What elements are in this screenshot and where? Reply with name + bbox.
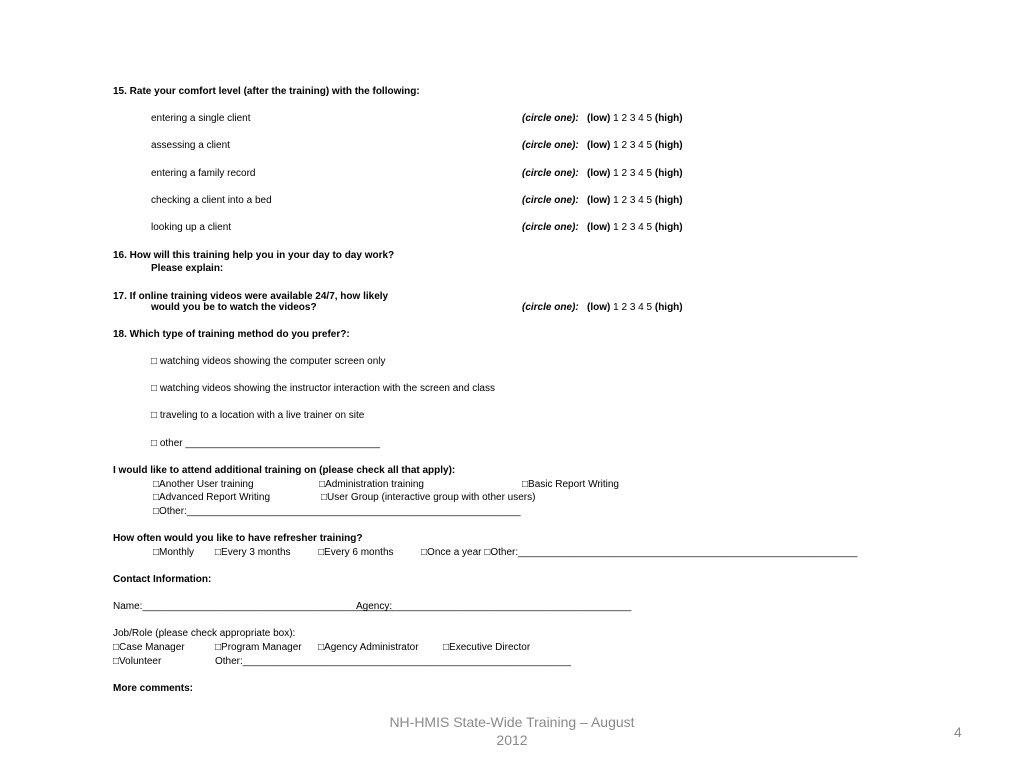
scale-low-label: (low) (587, 113, 611, 124)
scale-number[interactable]: 2 (621, 168, 628, 179)
scale-number[interactable]: 5 (646, 195, 653, 206)
scale-number[interactable]: 1 (613, 140, 619, 151)
q18-option-live-trainer[interactable]: □ traveling to a location with a live trainer on site (151, 410, 365, 421)
q17-line2: would you be to watch the videos? (151, 302, 317, 313)
scale-low-label: (low) (587, 222, 611, 233)
q15-scale (522, 113, 683, 125)
circle-one-label: (circle one): (522, 195, 579, 206)
scale-number[interactable]: 4 (638, 302, 644, 313)
scale-number[interactable]: 4 (638, 140, 644, 151)
q17-scale (522, 302, 683, 314)
checkbox-executive-director[interactable]: □Executive Director (443, 642, 531, 653)
checkbox-another-user-training[interactable]: □Another User training (153, 479, 254, 490)
q16-heading: 16. How will this training help you in your day to day work? (113, 250, 395, 261)
scale-high-label: (high) (654, 195, 683, 206)
more-comments-label: More comments: (113, 683, 194, 694)
scale-number[interactable]: 5 (646, 168, 653, 179)
q15-item-label: checking a client into a bed (151, 195, 272, 206)
scale-number[interactable]: 5 (646, 222, 653, 233)
scale-low-label: (low) (587, 195, 611, 206)
q17-line1: 17. If online training videos were available 24/7, how likely (113, 291, 389, 302)
q15-item-label: assessing a client (151, 140, 230, 151)
job-role-label: Job/Role (please check appropriate box): (113, 628, 296, 639)
scale-number[interactable]: 1 (613, 302, 619, 313)
checkbox-advanced-report-writing[interactable]: □Advanced Report Writing (153, 492, 271, 503)
scale-high-label: (high) (654, 302, 683, 313)
q15-scale (522, 140, 683, 152)
checkbox-once-a-year-other[interactable]: □Once a year □Other:_____________________________________________________________ (421, 547, 858, 558)
q18-option-other[interactable]: □ other ___________________________________ (151, 438, 381, 449)
checkbox-volunteer[interactable]: □Volunteer (113, 656, 162, 667)
circle-one-label: (circle one): (522, 168, 579, 179)
q18-option-videos-screen[interactable]: □ watching videos showing the computer screen only (151, 356, 386, 367)
circle-one-label: (circle one): (522, 113, 579, 124)
scale-number[interactable]: 4 (638, 195, 644, 206)
agency-field[interactable]: Agency:___________________________________________ (356, 601, 632, 612)
q15-item-label: entering a family record (151, 168, 256, 179)
page-number: 4 (954, 724, 962, 740)
scale-number[interactable]: 5 (646, 302, 653, 313)
checkbox-every-6-months[interactable]: □Every 6 months (318, 547, 394, 558)
footer-line1: NH-HMIS State-Wide Training – August (389, 714, 635, 730)
checkbox-monthly[interactable]: □Monthly (153, 547, 195, 558)
scale-number[interactable]: 4 (638, 168, 644, 179)
scale-number[interactable]: 1 (613, 113, 619, 124)
footer-title (362, 713, 662, 749)
checkbox-program-manager[interactable]: □Program Manager (215, 642, 302, 653)
scale-number[interactable]: 4 (638, 113, 644, 124)
scale-number[interactable]: 5 (646, 140, 653, 151)
scale-number[interactable]: 3 (629, 222, 636, 233)
scale-low-label: (low) (587, 140, 611, 151)
circle-one-label: (circle one): (522, 140, 579, 151)
q15-scale (522, 195, 683, 207)
checkbox-administration-training[interactable]: □Administration training (319, 479, 424, 490)
scale-number[interactable]: 1 (613, 195, 619, 206)
checkbox-every-3-months[interactable]: □Every 3 months (215, 547, 291, 558)
scale-low-label: (low) (587, 168, 611, 179)
checkbox-case-manager[interactable]: □Case Manager (113, 642, 185, 653)
scale-number[interactable]: 4 (638, 222, 644, 233)
q15-heading: 15. Rate your comfort level (after the training) with the following: (113, 86, 420, 97)
scale-number[interactable]: 2 (621, 113, 628, 124)
scale-number[interactable]: 5 (646, 113, 653, 124)
footer-line2: 2012 (496, 732, 528, 748)
scale-number[interactable]: 3 (629, 302, 636, 313)
scale-number[interactable]: 3 (629, 168, 636, 179)
q15-scale (522, 222, 683, 234)
q15-item-label: entering a single client (151, 113, 251, 124)
q18-heading: 18. Which type of training method do you prefer?: (113, 329, 350, 340)
checkbox-agency-administrator[interactable]: □Agency Administrator (318, 642, 419, 653)
name-field[interactable]: Name:_____________________________________________ (113, 601, 393, 612)
scale-number[interactable]: 3 (629, 195, 636, 206)
scale-number[interactable]: 2 (621, 140, 628, 151)
q18-option-videos-instructor[interactable]: □ watching videos showing the instructor interaction with the screen and class (151, 383, 495, 394)
additional-other-field[interactable]: □Other:____________________________________________________________ (153, 506, 521, 517)
scale-low-label: (low) (587, 302, 611, 313)
scale-number[interactable]: 3 (629, 140, 636, 151)
checkbox-user-group[interactable]: □User Group (interactive group with other users) (321, 492, 536, 503)
circle-one-label: (circle one): (522, 302, 579, 313)
checkbox-basic-report-writing[interactable]: □Basic Report Writing (522, 479, 619, 490)
scale-high-label: (high) (654, 113, 683, 124)
scale-number[interactable]: 3 (629, 113, 636, 124)
job-other-field[interactable]: Other:___________________________________________________________ (215, 656, 571, 667)
q16-sub: Please explain: (151, 263, 224, 274)
scale-number[interactable]: 1 (613, 168, 619, 179)
circle-one-label: (circle one): (522, 222, 579, 233)
scale-number[interactable]: 2 (621, 302, 628, 313)
additional-heading: I would like to attend additional training on (please check all that apply): (113, 465, 456, 476)
scale-high-label: (high) (654, 140, 683, 151)
scale-high-label: (high) (654, 168, 683, 179)
scale-high-label: (high) (654, 222, 683, 233)
scale-number[interactable]: 2 (621, 222, 628, 233)
scale-number[interactable]: 1 (613, 222, 619, 233)
contact-heading: Contact Information: (113, 574, 212, 585)
q15-scale (522, 168, 683, 180)
scale-number[interactable]: 2 (621, 195, 628, 206)
q15-item-label: looking up a client (151, 222, 232, 233)
refresher-heading: How often would you like to have refresher training? (113, 533, 363, 544)
